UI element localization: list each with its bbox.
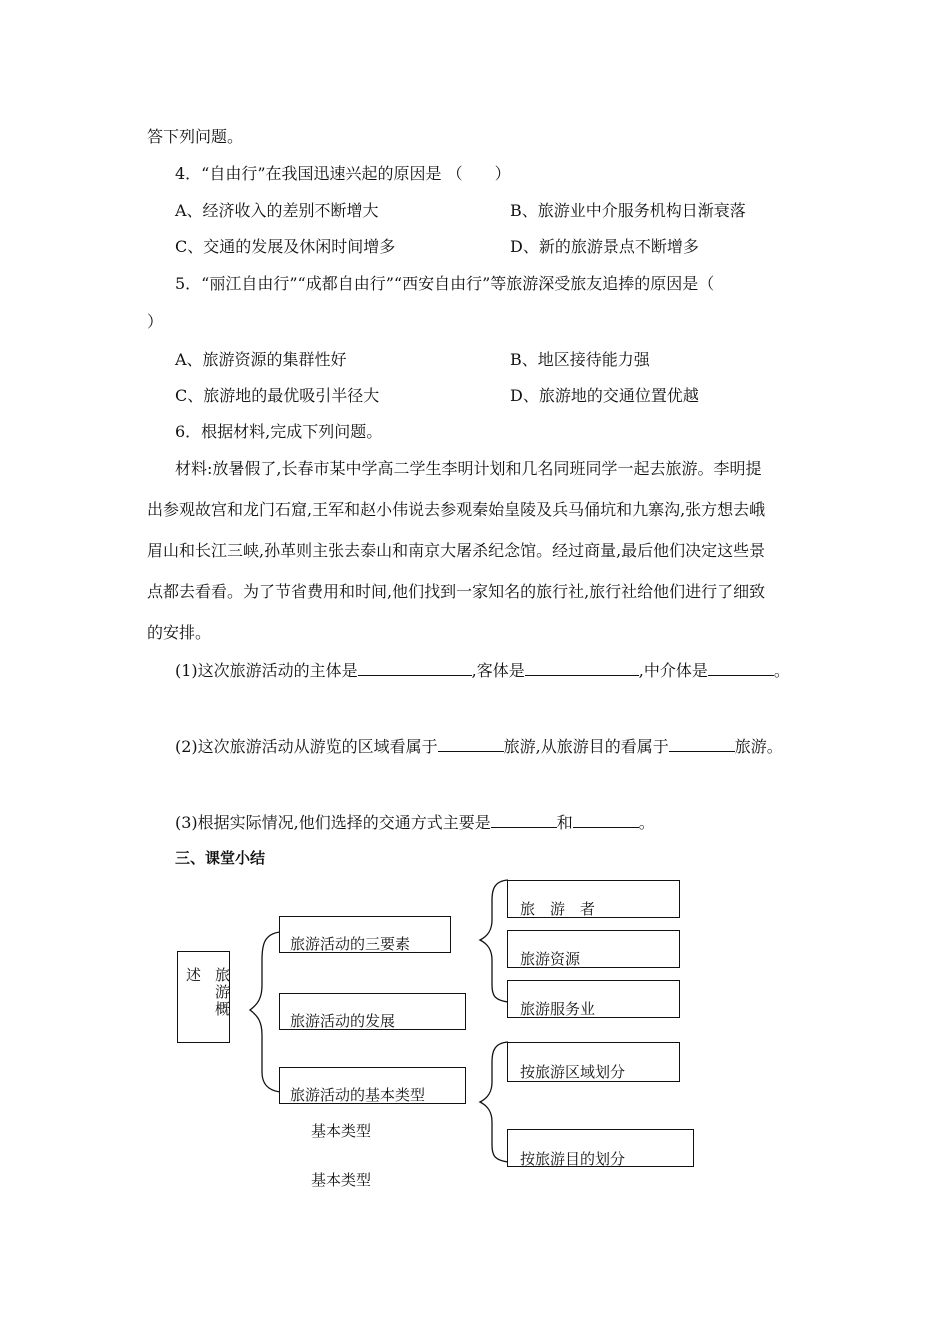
element-label-3: 旅游服务业 [520,1000,596,1018]
q6-material-line-2: 出参观故宫和龙门石窟,王军和赵小伟说去参观秦始皇陵及兵马俑坑和九寨沟,张方想去峨 [147,500,766,519]
root-char-3: 游 [215,983,231,1001]
root-char-1: 述 [186,966,202,984]
q5-option-d: D、旅游地的交通位置优越 [510,386,699,405]
bracket-elements [480,880,508,1002]
q4-option-d: D、新的旅游景点不断增多 [510,237,699,256]
intro-tail: 答下列问题。 [147,127,244,146]
q6-sub1: (1)这次旅游活动的主体是 ,客体是 ,中介体是 。 [175,661,790,680]
bracket-root [250,932,280,1092]
q5-stem-cont: ） [147,312,164,331]
element-label-2: 旅游资源 [520,950,581,968]
q4-option-b: B、旅游业中介服务机构日渐衰落 [510,201,746,220]
root-char-2: 旅 [215,966,231,984]
stray-label-1: 基本类型 [311,1122,372,1140]
q5-option-c: C、旅游地的最优吸引半径大 [175,386,380,405]
q6-sub2: (2)这次旅游活动从游览的区域看属于 旅游,从旅游目的看属于 旅游。 [175,737,783,756]
mid-label-2: 旅游活动的发展 [290,1012,396,1030]
mid-label-1: 旅游活动的三要素 [290,935,411,953]
q6-material-line-5: 的安排。 [147,623,212,642]
bracket-types [480,1042,508,1162]
mid-label-3: 旅游活动的基本类型 [290,1086,426,1104]
q6-sub3: (3)根据实际情况,他们选择的交通方式主要是 和 。 [175,813,655,832]
q6-material-line-1: 材料:放暑假了,长春市某中学高二学生李明计划和几名同班同学一起去旅游。李明提 [175,459,762,478]
q4-stem: 4．“自由行”在我国迅速兴起的原因是 （ ） [175,164,511,183]
q6-stem: 6．根据材料,完成下列问题。 [175,422,383,441]
q6-material-line-3: 眉山和长江三峡,孙革则主张去泰山和南京大屠杀纪念馆。经过商量,最后他们决定这些景 [147,541,766,560]
q5-option-b: B、地区接待能力强 [510,350,650,369]
summary-heading: 三、课堂小结 [175,849,266,867]
q4-option-c: C、交通的发展及休闲时间增多 [175,237,396,256]
q5-option-a: A、旅游资源的集群性好 [175,350,347,369]
type-label-2: 按旅游目的划分 [520,1150,626,1168]
q4-option-a: A、经济收入的差别不断增大 [175,201,379,220]
q5-stem: 5．“丽江自由行”“成都自由行”“西安自由行”等旅游深受旅友追捧的原因是（ [175,274,715,293]
stray-label-2: 基本类型 [311,1171,372,1189]
root-char-4: 概 [215,1000,231,1018]
type-label-1: 按旅游区域划分 [520,1063,626,1081]
q6-material-line-4: 点都去看看。为了节省费用和时间,他们找到一家知名的旅行社,旅行社给他们进行了细致 [147,582,766,601]
element-label-1: 旅 游 者 [520,900,596,918]
